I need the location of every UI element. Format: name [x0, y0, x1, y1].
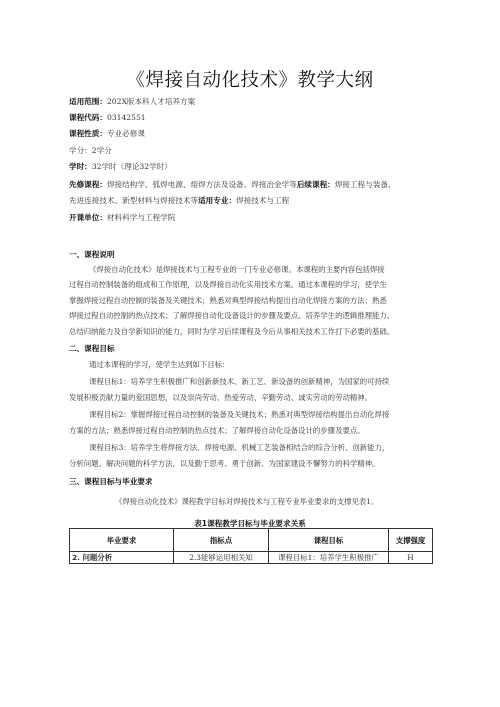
- meta-scope-value: 202X版本科人才培养方案: [106, 97, 196, 106]
- goal2-line: 课程目标2：掌握焊接过程自动控制的装备及关键技术；熟悉对典型焊接结构提出自动化焊接: [89, 410, 390, 419]
- table-row: [70, 552, 433, 564]
- table-header-cell: 支撑强度: [389, 529, 433, 552]
- goal3-line: 课程目标3：培养学生将焊接方法、焊接电源、机械工艺装备相结合的综合分析、创新能力，: [89, 443, 390, 452]
- section1-line: 总结归纳能力及自学新知识的能力，同时为学习后续课程及今后从事相关技术工作打下必要的基础。: [69, 327, 395, 336]
- meta-post-value: 焊接工程与装备、: [334, 180, 396, 189]
- section1-line: 《焊接自动化技术》是焊接技术与工程专业的一门专业必修课。本课程的主要内容包括焊接: [89, 265, 385, 274]
- meta-hours: [69, 162, 172, 172]
- meta-code-label: 课程代码：: [69, 113, 107, 122]
- meta-code-value: 03142551: [106, 113, 146, 122]
- table-header-cell: 指标点: [174, 529, 269, 552]
- meta-hours-value: 32学时（理论32学时）: [91, 162, 172, 171]
- section1-heading: 一、课程说明: [69, 250, 115, 259]
- section1-line: 掌握焊接过程自动控制的装备及关键技术；熟悉对典型焊接结构提出自动化焊接方案的方法；熟悉: [69, 296, 387, 305]
- meta-unit-label: 开课单位：: [69, 213, 107, 222]
- meta-credit: [69, 146, 112, 156]
- goal1-line: 发展积极贡献力量的爱国思想，以及崇尚劳动、热爱劳动、辛勤劳动、诚实劳动的劳动精神。: [69, 393, 373, 402]
- section2-heading: 二、课程目标: [69, 344, 115, 353]
- document-title: 《焊接自动化技术》教学大纲: [126, 70, 374, 91]
- meta-nature: [69, 129, 145, 139]
- goal1-line: 课程目标1：培养学生积极推广和创新新技术、新工艺、新设备的创新精神，为国家的可持续: [89, 377, 390, 386]
- meta-credit-value: 2学分: [91, 146, 112, 155]
- meta-nature-label: 课程性质：: [69, 129, 107, 138]
- meta-post-cont: [69, 196, 289, 206]
- table-cell: 2.3能够运用相关知: [174, 552, 269, 564]
- meta-scope: [69, 97, 195, 107]
- meta-unit: [69, 213, 175, 223]
- table-cell: 2. 问题分析: [70, 552, 174, 564]
- meta-hours-label: 学时：: [69, 162, 92, 171]
- table-cell: 课程目标1：培养学生积极推广: [269, 552, 389, 564]
- goal3-line: 分析问题、解决问题的科学方法，以及勤于思考、勇于创新、为国家建设不懈努力的科学精神。: [69, 459, 380, 468]
- meta-nature-value: 专业必修课: [106, 129, 145, 138]
- meta-scope-label: 适用范围：: [69, 97, 107, 106]
- meta-prereq-label: 先修课程：: [69, 180, 107, 189]
- table-header-row: [70, 529, 433, 552]
- section3-heading: 三、课程目标与毕业要求: [69, 477, 153, 486]
- section1-line: 焊接过程自动控制的热点技术；了解焊接自动化设备设计的步骤及要点。培养学生的逻辑推理能力、: [69, 311, 395, 320]
- section1-line: 过程自动控制装备的组成和工作原理，以及焊接自动化实用技术方案。通过本课程的学习，使学生: [69, 280, 387, 289]
- meta-major-value: 焊接技术与工程: [236, 196, 290, 205]
- goal2-line: 方案的方法；熟悉焊接过程自动控制的热点技术；了解焊接自动化设备设计的步骤及要点。: [69, 426, 365, 435]
- meta-prereq: [69, 180, 396, 190]
- table-cell: H: [389, 552, 433, 564]
- meta-code: [69, 113, 146, 123]
- table-caption: 表1课程教学目标与毕业要求关系: [194, 519, 306, 528]
- meta-post-value-2: 先进连接技术、新型材料与焊接技术等: [69, 196, 199, 205]
- meta-prereq-value: 焊接结构学、弧焊电源、熔焊方法及设备、焊接冶金学等: [106, 180, 297, 189]
- meta-post-label: 后续课程：: [296, 180, 335, 189]
- section3-intro: 《焊接自动化技术》课程教学目标对焊接技术与工程专业毕业要求的支撑见表1。: [115, 497, 379, 506]
- meta-major-label: 适用专业：: [198, 196, 237, 205]
- table-header-cell: 毕业要求: [70, 529, 174, 552]
- table-header-cell: 课程目标: [269, 529, 389, 552]
- meta-unit-value: 材料科学与工程学院: [106, 213, 176, 222]
- section2-intro: 通过本课程的学习，使学生达到如下目标：: [89, 360, 230, 369]
- requirements-table: [69, 528, 433, 564]
- meta-credit-label: 学分：: [69, 146, 92, 155]
